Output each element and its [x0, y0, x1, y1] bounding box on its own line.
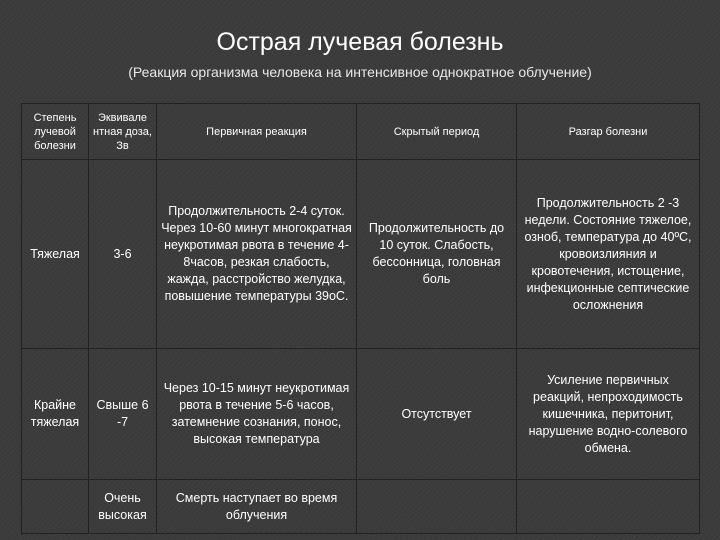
- cell-peak: Продолжительность 2 -3 недели. Состояние тяжелое, озноб, температура до 40ºС, кровоизлияния и кровотечения, истощение, инфекционные септические осложнения: [517, 160, 700, 349]
- table-header-row: [22, 104, 700, 160]
- cell-degree: Тяжелая: [22, 160, 89, 349]
- cell-dose: Свыше 6 -7: [89, 349, 157, 480]
- cell-latent-period: Отсутствует: [357, 349, 517, 480]
- cell-latent-period: [357, 480, 517, 534]
- cell-peak: Усиление первичных реакций, непроходимость кишечника, перитонит, нарушение водно-солевого обмена.: [517, 349, 700, 480]
- header-primary-reaction: Первичная реакция: [157, 104, 357, 160]
- header-peak: Разгар болезни: [517, 104, 700, 160]
- radiation-sickness-table: [21, 103, 700, 534]
- cell-primary-reaction: Продолжительность 2-4 суток. Через 10-60 минут многократная неукротимая рвота в течение 4-8часов, резкая слабость, жажда, расстройство желудка, повышение температуры 39оС.: [157, 160, 357, 349]
- cell-peak: [517, 480, 700, 534]
- header-degree: Степень лучевой болезни: [22, 104, 89, 160]
- cell-primary-reaction: Через 10-15 минут неукротимая рвота в течение 5-6 часов, затемнение сознания, понос, высокая температура: [157, 349, 357, 480]
- cell-degree: [22, 480, 89, 534]
- cell-dose: Очень высокая: [89, 480, 157, 534]
- header-dose: Эквивале нтная доза, Зв: [89, 104, 157, 160]
- cell-primary-reaction: Смерть наступает во время облучения: [157, 480, 357, 534]
- page-subtitle: (Реакция организма человека на интенсивное однократное облучение): [128, 64, 592, 80]
- cell-degree: Крайне тяжелая: [22, 349, 89, 480]
- header-latent-period: Скрытый период: [357, 104, 517, 160]
- page-title: Острая лучевая болезнь: [216, 28, 504, 56]
- cell-dose: 3-6: [89, 160, 157, 349]
- table-row: [22, 160, 700, 349]
- cell-latent-period: Продолжительность до 10 суток. Слабость, бессонница, головная боль: [357, 160, 517, 349]
- table-row: [22, 480, 700, 534]
- table-row: [22, 349, 700, 480]
